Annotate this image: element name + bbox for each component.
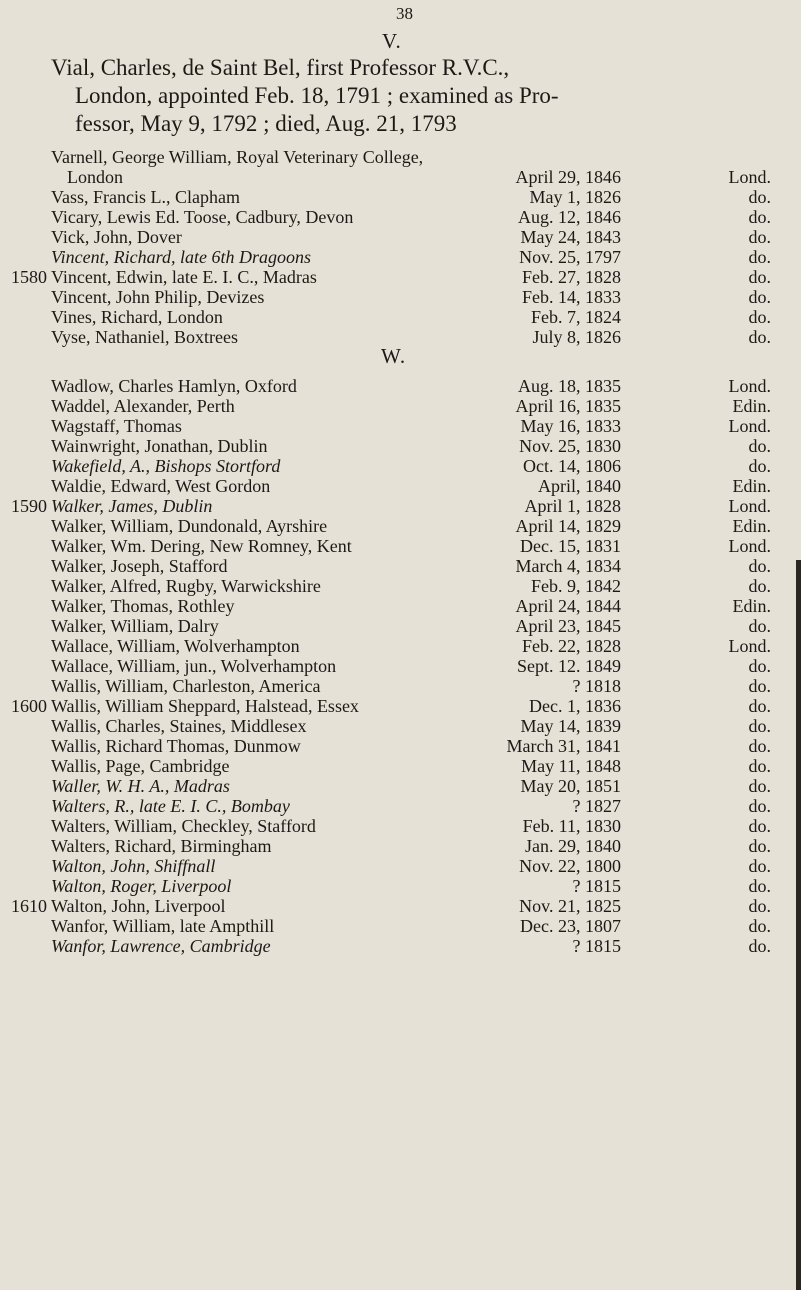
- entry-name: Vines, Richard, London: [51, 307, 223, 327]
- entry-place: do.: [748, 327, 771, 347]
- entry-name: Waddel, Alexander, Perth: [51, 396, 235, 416]
- entry-name: Walker, Thomas, Rothley: [51, 596, 235, 616]
- entry-date: May 20, 1851: [520, 776, 621, 796]
- entry-place: Lond.: [728, 416, 771, 436]
- entry-row: [0, 376, 801, 396]
- entry-row: [0, 816, 801, 836]
- entry-name: Wallis, Page, Cambridge: [51, 756, 230, 776]
- entry-date: Oct. 14, 1806: [523, 456, 621, 476]
- entry-row: [0, 776, 801, 796]
- entry-row: [0, 936, 801, 956]
- entry-place: do.: [748, 816, 771, 836]
- entry-row: [0, 576, 801, 596]
- entry-row: [0, 556, 801, 576]
- entry-place: do.: [748, 836, 771, 856]
- entry-date: ? 1827: [572, 796, 621, 816]
- entry-name: Walker, William, Dalry: [51, 616, 219, 636]
- entry-place: do.: [748, 916, 771, 936]
- entry-date: Feb. 22, 1828: [522, 636, 621, 656]
- entry-row: [0, 636, 801, 656]
- entry-place: do.: [748, 716, 771, 736]
- entry-name: Wagstaff, Thomas: [51, 416, 182, 436]
- entry-row: [0, 396, 801, 416]
- entry-date: Feb. 11, 1830: [522, 816, 621, 836]
- intro-paragraph: [51, 54, 781, 138]
- entry-place: do.: [748, 456, 771, 476]
- entry-name: Walker, Joseph, Stafford: [51, 556, 228, 576]
- entry-name: Wanfor, William, late Ampthill: [51, 916, 275, 936]
- intro-line: London, appointed Feb. 18, 1791 ; examined as Pro-: [75, 83, 559, 108]
- entry-place: Edin.: [732, 596, 771, 616]
- entry-date: Dec. 23, 1807: [520, 916, 621, 936]
- entry-row: [0, 516, 801, 536]
- entry-row: [0, 916, 801, 936]
- page-number: 38: [396, 4, 413, 23]
- section-letter-w: W.: [381, 344, 407, 368]
- entry-row: [0, 436, 801, 456]
- entry-place: do.: [748, 227, 771, 247]
- entry-name: Walker, Alfred, Rugby, Warwickshire: [51, 576, 321, 596]
- entry-row: [0, 307, 801, 327]
- entry-place: Edin.: [732, 396, 771, 416]
- entry-row: [0, 267, 801, 287]
- entry-name: Walker, Wm. Dering, New Romney, Kent: [51, 536, 352, 556]
- entry-date: Feb. 9, 1842: [531, 576, 621, 596]
- entry-row: [0, 247, 801, 267]
- entry-place: Lond.: [728, 636, 771, 656]
- entry-place: do.: [748, 676, 771, 696]
- entry-date: Dec. 1, 1836: [529, 696, 621, 716]
- entry-row: [0, 287, 801, 307]
- entry-name: Wallis, Charles, Staines, Middlesex: [51, 716, 307, 736]
- entry-date: May 11, 1848: [521, 756, 621, 776]
- entry-name: Vincent, John Philip, Devizes: [51, 287, 265, 307]
- entry-date: July 8, 1826: [532, 327, 621, 347]
- entry-row: [0, 696, 801, 716]
- entry-date: Feb. 27, 1828: [522, 267, 621, 287]
- entry-name: Wadlow, Charles Hamlyn, Oxford: [51, 376, 297, 396]
- entry-row: [0, 496, 801, 516]
- entry-name: Vincent, Richard, late 6th Dragoons: [51, 247, 311, 267]
- entry-date: Nov. 21, 1825: [519, 896, 621, 916]
- entry-place: do.: [748, 876, 771, 896]
- entry-name: London: [67, 167, 123, 187]
- entry-date: May 24, 1843: [520, 227, 621, 247]
- entry-place: do.: [748, 207, 771, 227]
- entry-place: do.: [748, 696, 771, 716]
- entry-date: April 1, 1828: [524, 496, 621, 516]
- entry-row: [0, 656, 801, 676]
- entry-name: Vick, John, Dover: [51, 227, 182, 247]
- entry-row: [0, 856, 801, 876]
- entry-place: do.: [748, 247, 771, 267]
- entry-place: do.: [748, 556, 771, 576]
- intro-line: Vial, Charles, de Saint Bel, first Professor R.V.C.,: [51, 55, 510, 80]
- entry-name: Vass, Francis L., Clapham: [51, 187, 240, 207]
- entry-place: do.: [748, 436, 771, 456]
- entry-date: March 4, 1834: [515, 556, 621, 576]
- entry-name: Walton, John, Liverpool: [51, 896, 226, 916]
- entry-place: do.: [748, 307, 771, 327]
- entry-place: do.: [748, 267, 771, 287]
- entry-name: Vicary, Lewis Ed. Toose, Cadbury, Devon: [51, 207, 354, 227]
- entry-date: May 14, 1839: [520, 716, 621, 736]
- entry-date: ? 1815: [572, 876, 621, 896]
- entry-row: [0, 716, 801, 736]
- entry-date: Nov. 25, 1830: [519, 436, 621, 456]
- entry-place: Edin.: [732, 476, 771, 496]
- entry-date: Nov. 25, 1797: [519, 247, 621, 267]
- entry-place: do.: [748, 756, 771, 776]
- entry-name: Vyse, Nathaniel, Boxtrees: [51, 327, 238, 347]
- entry-row: [0, 416, 801, 436]
- entry-date: April, 1840: [538, 476, 621, 496]
- entries-list-w: [0, 376, 801, 956]
- entry-date: Jan. 29, 1840: [525, 836, 621, 856]
- entry-row: [0, 896, 801, 916]
- entry-date: Aug. 18, 1835: [518, 376, 621, 396]
- entry-place: do.: [748, 896, 771, 916]
- entry-name: Walters, R., late E. I. C., Bombay: [51, 796, 290, 816]
- entry-name: Wainwright, Jonathan, Dublin: [51, 436, 268, 456]
- entry-row: [0, 736, 801, 756]
- entry-date: Sept. 12. 1849: [516, 656, 621, 676]
- entry-place: do.: [748, 187, 771, 207]
- entry-name: Walters, Richard, Birmingham: [51, 836, 272, 856]
- entry-row: [0, 147, 801, 167]
- entry-date: Feb. 7, 1824: [531, 307, 621, 327]
- entry-place: Lond.: [728, 167, 771, 187]
- entry-place: Lond.: [728, 376, 771, 396]
- entry-place: do.: [748, 776, 771, 796]
- entry-row: [0, 187, 801, 207]
- entry-date: Nov. 22, 1800: [519, 856, 621, 876]
- entry-date: April 23, 1845: [515, 616, 621, 636]
- entry-name: Walker, James, Dublin: [51, 496, 213, 516]
- entry-name: Wallace, William, jun., Wolverhampton: [51, 656, 337, 676]
- entries-list-v: [0, 147, 801, 347]
- entry-name: Walton, John, Shiffnall: [51, 856, 216, 876]
- entry-row: [0, 836, 801, 856]
- entry-date: April 24, 1844: [515, 596, 621, 616]
- entry-date: May 16, 1833: [520, 416, 621, 436]
- entry-place: Lond.: [728, 496, 771, 516]
- entry-date: April 14, 1829: [515, 516, 621, 536]
- entry-row: [0, 616, 801, 636]
- intro-line: fessor, May 9, 1792 ; died, Aug. 21, 1793: [75, 111, 457, 136]
- entry-date: ? 1815: [572, 936, 621, 956]
- entry-row: [0, 596, 801, 616]
- entry-place: do.: [748, 287, 771, 307]
- entry-name: Waller, W. H. A., Madras: [51, 776, 230, 796]
- entry-date: Dec. 15, 1831: [520, 536, 621, 556]
- entry-place: do.: [748, 856, 771, 876]
- entry-place: do.: [748, 576, 771, 596]
- entry-date: May 1, 1826: [529, 187, 621, 207]
- entry-date: ? 1818: [572, 676, 621, 696]
- entry-date: March 31, 1841: [506, 736, 621, 756]
- entry-row: [0, 167, 801, 187]
- entry-row: [0, 876, 801, 896]
- entry-name: Walton, Roger, Liverpool: [51, 876, 232, 896]
- entry-date: April 29, 1846: [515, 167, 621, 187]
- entry-number: 1600: [11, 696, 47, 716]
- entry-number: 1590: [11, 496, 47, 516]
- entry-row: [0, 536, 801, 556]
- entry-name: Waldie, Edward, West Gordon: [51, 476, 271, 496]
- entry-name: Walters, William, Checkley, Stafford: [51, 816, 316, 836]
- entry-row: [0, 796, 801, 816]
- entry-name: Wallace, William, Wolverhampton: [51, 636, 300, 656]
- section-letter-v: V.: [382, 29, 402, 53]
- entry-name: Wallis, Richard Thomas, Dunmow: [51, 736, 301, 756]
- entry-place: do.: [748, 736, 771, 756]
- entry-name: Wallis, William Sheppard, Halstead, Essex: [51, 696, 359, 716]
- entry-place: do.: [748, 656, 771, 676]
- entry-name: Walker, William, Dundonald, Ayrshire: [51, 516, 328, 536]
- entry-number: 1580: [11, 267, 47, 287]
- entry-row: [0, 756, 801, 776]
- entry-place: do.: [748, 796, 771, 816]
- entry-name: Wallis, William, Charleston, America: [51, 676, 321, 696]
- entry-name: Varnell, George William, Royal Veterinary College,: [51, 147, 424, 167]
- entry-name: Wakefield, A., Bishops Stortford: [51, 456, 281, 476]
- entry-row: [0, 207, 801, 227]
- entry-place: do.: [748, 616, 771, 636]
- entry-row: [0, 676, 801, 696]
- entry-name: Wanfor, Lawrence, Cambridge: [51, 936, 271, 956]
- entry-date: Feb. 14, 1833: [522, 287, 621, 307]
- entry-number: 1610: [11, 896, 47, 916]
- page-edge: [796, 560, 801, 1290]
- entry-row: [0, 456, 801, 476]
- entry-date: Aug. 12, 1846: [518, 207, 621, 227]
- entry-row: [0, 476, 801, 496]
- entry-name: Vincent, Edwin, late E. I. C., Madras: [51, 267, 317, 287]
- entry-place: Lond.: [728, 536, 771, 556]
- entry-row: [0, 227, 801, 247]
- entry-place: do.: [748, 936, 771, 956]
- entry-date: April 16, 1835: [515, 396, 621, 416]
- entry-place: Edin.: [732, 516, 771, 536]
